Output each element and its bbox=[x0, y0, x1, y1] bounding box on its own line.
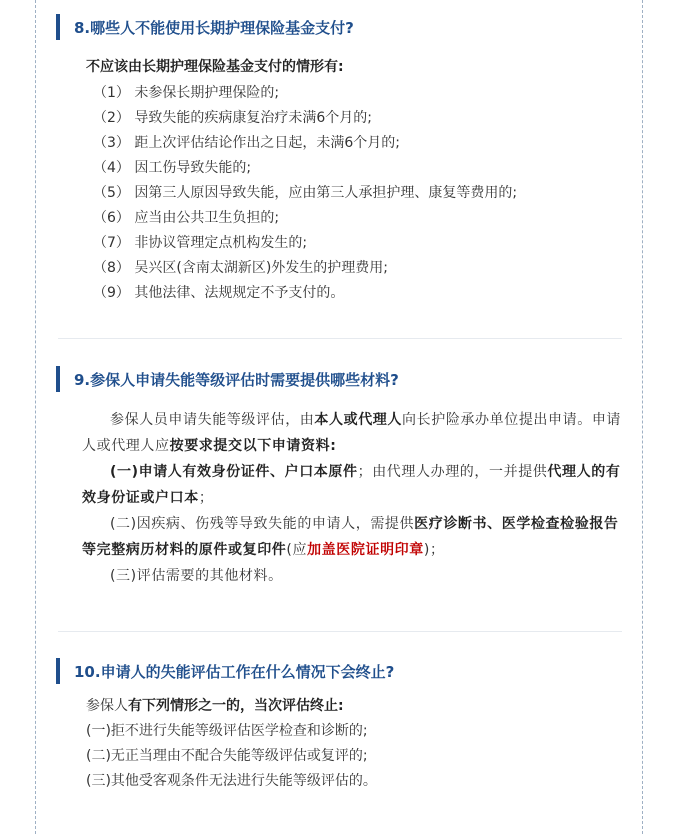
paragraph bbox=[82, 407, 622, 459]
bold-text: 医疗诊断书、医学检查检验报告等完整病历材料的原件或复印件 bbox=[82, 516, 619, 558]
section-9-title: 9.参保人申请失能等级评估时需要提供哪些材料? bbox=[56, 366, 622, 392]
bold-text: 本人或代理人 bbox=[314, 412, 403, 428]
text: 参保人员申请失能等级评估，由 bbox=[110, 412, 315, 428]
bold-text: (一)申请人 bbox=[110, 464, 183, 480]
list-item: （1） 未参保长期护理保险的; bbox=[93, 85, 280, 101]
section-divider bbox=[58, 631, 622, 632]
text: ；由代理人办理的，一并提供 bbox=[357, 464, 548, 480]
paragraph: (三)评估需要的其他材料。 bbox=[110, 568, 283, 584]
section-8-title: 8.哪些人不能使用长期护理保险基金支付? bbox=[56, 14, 622, 40]
left-dashed-border bbox=[35, 0, 36, 834]
section-9 bbox=[56, 366, 622, 589]
text: 参保人 bbox=[86, 698, 128, 714]
text: 向长护险承办单位提出申请。申请人或代理人应 bbox=[82, 412, 622, 454]
list-item: （9） 其他法律、法规规定不予支付的。 bbox=[93, 285, 345, 301]
list-item: （2） 导致失能的疾病康复治疗未满6个月的; bbox=[93, 110, 372, 126]
list-item: （6） 应当由公共卫生负担的; bbox=[93, 210, 280, 226]
paragraph bbox=[82, 511, 622, 563]
section-8-list bbox=[56, 81, 622, 306]
list-item: （7） 非协议管理定点机构发生的; bbox=[93, 235, 308, 251]
section-10 bbox=[56, 658, 622, 794]
section-divider bbox=[58, 338, 622, 339]
bold-text: 代理人的有效身份证或户口本 bbox=[82, 464, 621, 506]
section-8 bbox=[56, 14, 622, 306]
text: )； bbox=[423, 542, 445, 558]
red-highlight-text: 加盖医院证明印章 bbox=[307, 542, 424, 558]
section-10-title: 10.申请人的失能评估工作在什么情况下会终止? bbox=[56, 658, 622, 684]
right-dashed-border bbox=[642, 0, 643, 834]
list-item: (一)拒不进行失能等级评估医学检查和诊断的; bbox=[86, 723, 368, 739]
list-item: （8） 吴兴区(含南太湖新区)外发生的护理费用; bbox=[93, 260, 388, 276]
list-item: （4） 因工伤导致失能的; bbox=[93, 160, 252, 176]
section-8-lead: 不应该由长期护理保险基金支付的情形有: bbox=[86, 59, 344, 75]
list-item: (二)无正当理由不配合失能等级评估或复评的; bbox=[86, 748, 368, 764]
list-item: （5） 因第三人原因导致失能，应由第三人承担护理、康复等费用的; bbox=[93, 185, 518, 201]
section-10-list bbox=[56, 719, 622, 794]
list-item: （3） 距上次评估结论作出之日起，未满6个月的; bbox=[93, 135, 400, 151]
list-item: (三)其他受客观条件无法进行失能等级评估的。 bbox=[86, 773, 377, 789]
paragraph bbox=[82, 459, 622, 511]
bold-text: 按要求提交以下申请资料: bbox=[169, 438, 337, 454]
section-10-lead bbox=[56, 694, 622, 719]
section-9-body bbox=[56, 407, 622, 589]
text: ； bbox=[198, 490, 214, 506]
bold-text: 有效身份证件、户口本原件 bbox=[182, 464, 358, 480]
bold-text: 有下列情形之一的，当次评估终止: bbox=[128, 698, 344, 714]
text: (二)因疾病、伤残等导致失能的申请人，需提供 bbox=[110, 516, 415, 532]
text: (应 bbox=[286, 542, 308, 558]
